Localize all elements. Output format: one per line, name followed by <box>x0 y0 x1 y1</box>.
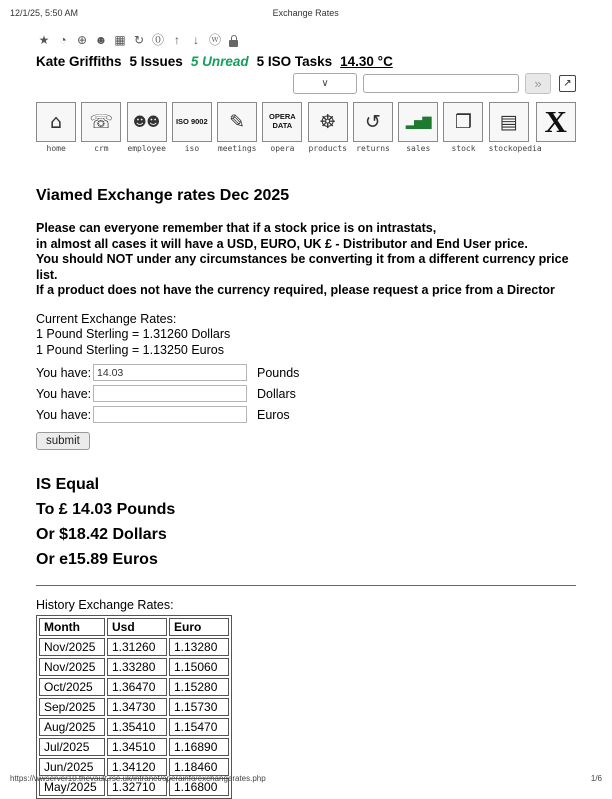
app-iso <box>172 102 212 153</box>
app-label: iso <box>184 144 200 153</box>
history-cell: 1.34730 <box>107 698 167 716</box>
app-label: crm <box>94 144 109 153</box>
app-products-button[interactable] <box>308 102 348 142</box>
down-arrow-icon[interactable]: ↓ <box>193 33 199 47</box>
app-crm <box>81 102 121 153</box>
app-employee <box>127 102 167 153</box>
app-iso-button[interactable] <box>172 102 212 142</box>
globe-icon[interactable]: ⊕ <box>76 33 88 47</box>
history-cell: 1.33280 <box>107 658 167 676</box>
app-opera <box>262 102 302 153</box>
result-equal-line: IS Equal <box>36 476 100 493</box>
euros-input[interactable] <box>93 406 247 423</box>
page-title: Viamed Exchange rates Dec 2025 <box>36 187 290 204</box>
book-icon: ▤ <box>499 111 518 133</box>
return-arrow-icon: ↺ <box>364 111 381 133</box>
you-have-label: You have: <box>36 386 92 401</box>
app-opera-button[interactable] <box>262 102 302 142</box>
app-meetings <box>217 102 257 153</box>
history-header-usd: Usd <box>107 618 167 636</box>
app-exit-button[interactable] <box>536 102 576 142</box>
history-cell: 1.34510 <box>107 738 167 756</box>
history-cell: 1.34120 <box>107 758 167 776</box>
app-returns-button[interactable] <box>353 102 393 142</box>
app-label: opera <box>270 144 295 153</box>
page-content <box>36 32 576 799</box>
nav-controls <box>36 73 576 94</box>
app-label: meetings <box>217 144 257 153</box>
history-cell: 1.36470 <box>107 678 167 696</box>
chevron-down-icon: ∨ <box>321 78 329 89</box>
history-cell: 1.15280 <box>169 678 229 696</box>
converter-form <box>36 364 576 450</box>
print-page-number: 1/6 <box>590 774 602 783</box>
notice-line: You should NOT under any circumstances be converting it from a different currency price list. <box>36 252 569 282</box>
app-label: returns <box>356 144 390 153</box>
x-icon: X <box>544 104 567 139</box>
unread-link[interactable]: 5 Unread <box>190 54 249 69</box>
history-header-month: Month <box>39 618 105 636</box>
grid-icon[interactable]: ▦ <box>114 33 126 47</box>
app-label: sales <box>406 144 431 153</box>
app-products <box>308 102 348 153</box>
currency-label-pounds: Pounds <box>257 365 300 380</box>
history-cell: May/2025 <box>39 778 105 796</box>
app-label: employee <box>127 144 166 153</box>
notice-text <box>36 221 576 299</box>
you-have-label: You have: <box>36 407 92 422</box>
web-icon[interactable]: ⓦ <box>208 33 221 47</box>
history-cell: Nov/2025 <box>39 638 105 656</box>
star-icon[interactable]: ★ <box>38 33 50 47</box>
pounds-input[interactable] <box>93 364 247 381</box>
table-row <box>39 678 229 696</box>
history-cell: 1.16800 <box>169 778 229 796</box>
print-datetime: 12/1/25, 5:50 AM <box>10 8 79 18</box>
issues-link[interactable]: 5 Issues <box>129 54 183 69</box>
history-cell: 1.15730 <box>169 698 229 716</box>
app-stockopedia-button[interactable] <box>489 102 529 142</box>
table-row <box>39 698 229 716</box>
history-cell: Sep/2025 <box>39 698 105 716</box>
app-employee-button[interactable] <box>127 102 167 142</box>
history-cell: Jun/2025 <box>39 758 105 776</box>
history-cell: 1.16890 <box>169 738 229 756</box>
clock-icon[interactable]: ◔ <box>59 33 67 47</box>
box-icon: ❒ <box>454 111 472 133</box>
opera-logo-icon: OPERA DATA <box>268 112 296 130</box>
currency-label-dollars: Dollars <box>257 386 296 401</box>
app-meetings-button[interactable] <box>217 102 257 142</box>
history-cell: Oct/2025 <box>39 678 105 696</box>
history-cell: Aug/2025 <box>39 718 105 736</box>
rate-line-euros: 1 Pound Sterling = 1.13250 Euros <box>36 342 224 357</box>
pencil-icon: ✎ <box>229 111 246 133</box>
app-label: home <box>46 144 66 153</box>
table-row <box>39 718 229 736</box>
submit-button[interactable]: submit <box>36 432 90 450</box>
history-cell: Jul/2025 <box>39 738 105 756</box>
form-row-euros <box>36 406 576 423</box>
history-cell: 1.35410 <box>107 718 167 736</box>
user-bar <box>36 54 576 69</box>
print-url: https://wwserver10.thevault.rse.uk/intranet/operainfo/exchangerates.php <box>10 774 266 783</box>
user-name-link[interactable]: Kate Griffiths <box>36 54 122 69</box>
history-cell: 1.31260 <box>107 638 167 656</box>
print-header <box>10 8 602 18</box>
table-row <box>39 738 229 756</box>
app-home-button[interactable] <box>36 102 76 142</box>
app-label: stock <box>451 144 476 153</box>
temperature-link[interactable]: 14.30 °C <box>340 54 393 69</box>
form-row-pounds <box>36 364 576 381</box>
app-returns <box>353 102 393 153</box>
external-link-icon[interactable]: ↗ <box>559 75 576 92</box>
history-cell: 1.32710 <box>107 778 167 796</box>
current-rates-label: Current Exchange Rates: <box>36 311 177 326</box>
app-label: stockopedia <box>488 144 542 153</box>
gear-icon: ☸ <box>319 111 337 133</box>
print-title: Exchange Rates <box>272 8 339 18</box>
app-stock <box>443 102 483 153</box>
app-sales-button[interactable] <box>398 102 438 142</box>
dollars-input[interactable] <box>93 385 247 402</box>
notice-line: in almost all cases it will have a USD, EURO, UK £ - Distributor and End User price. <box>36 236 528 251</box>
notice-line: If a product does not have the currency required, please request a price from a Director <box>36 283 555 297</box>
history-cell: 1.13280 <box>169 638 229 656</box>
result-pounds-line: To £ 14.03 Pounds <box>36 501 176 518</box>
history-cell: 1.15470 <box>169 718 229 736</box>
app-label: products <box>308 144 347 153</box>
crm-icon: ☏ <box>89 111 114 133</box>
current-rates-block <box>36 312 576 359</box>
print-footer <box>10 774 602 783</box>
notice-line: Please can everyone remember that if a stock price is on intrastats, <box>36 221 437 235</box>
app-crm-button[interactable] <box>81 102 121 142</box>
table-header-row <box>39 618 229 636</box>
chart-icon: ▂▅▇ <box>405 115 431 129</box>
app-sales <box>398 102 438 153</box>
currency-label-euros: Euros <box>257 407 290 422</box>
employee-icon: ☻☻ <box>132 114 161 130</box>
iso-logo-icon: ISO 9002 <box>175 116 208 126</box>
result-euros-line: Or e15.89 Euros <box>36 551 158 568</box>
history-cell: Nov/2025 <box>39 658 105 676</box>
up-arrow-icon[interactable]: ↑ <box>174 33 180 47</box>
go-button[interactable]: » <box>525 73 551 94</box>
zero-badge-icon[interactable]: ⓪ <box>151 33 164 47</box>
refresh-icon[interactable]: ↻ <box>133 33 145 47</box>
toolbar <box>36 32 576 48</box>
rate-line-dollars: 1 Pound Sterling = 1.31260 Dollars <box>36 327 231 341</box>
history-header-euro: Euro <box>169 618 229 636</box>
history-table <box>36 615 232 799</box>
print-header-spacer <box>404 8 601 18</box>
divider <box>36 585 576 586</box>
form-row-dollars <box>36 385 576 402</box>
app-stock-button[interactable] <box>443 102 483 142</box>
nav-search-input[interactable] <box>363 74 519 93</box>
app-exit <box>536 102 576 153</box>
app-stockopedia <box>488 102 542 153</box>
history-cell: 1.15060 <box>169 658 229 676</box>
app-home <box>36 102 76 153</box>
lock-icon[interactable] <box>229 40 238 47</box>
app-launcher <box>36 102 576 153</box>
home-icon: ⌂ <box>49 111 63 133</box>
you-have-label: You have: <box>36 365 92 380</box>
result-dollars-line: Or $18.42 Dollars <box>36 526 167 543</box>
table-row <box>39 638 229 656</box>
history-rates-label: History Exchange Rates: <box>36 598 174 612</box>
table-row <box>39 658 229 676</box>
history-cell: 1.18460 <box>169 758 229 776</box>
nav-select[interactable] <box>293 73 357 94</box>
conversion-results <box>36 476 576 569</box>
iso-tasks-link[interactable]: 5 ISO Tasks <box>256 54 333 69</box>
contacts-icon[interactable]: ☻ <box>94 33 108 47</box>
